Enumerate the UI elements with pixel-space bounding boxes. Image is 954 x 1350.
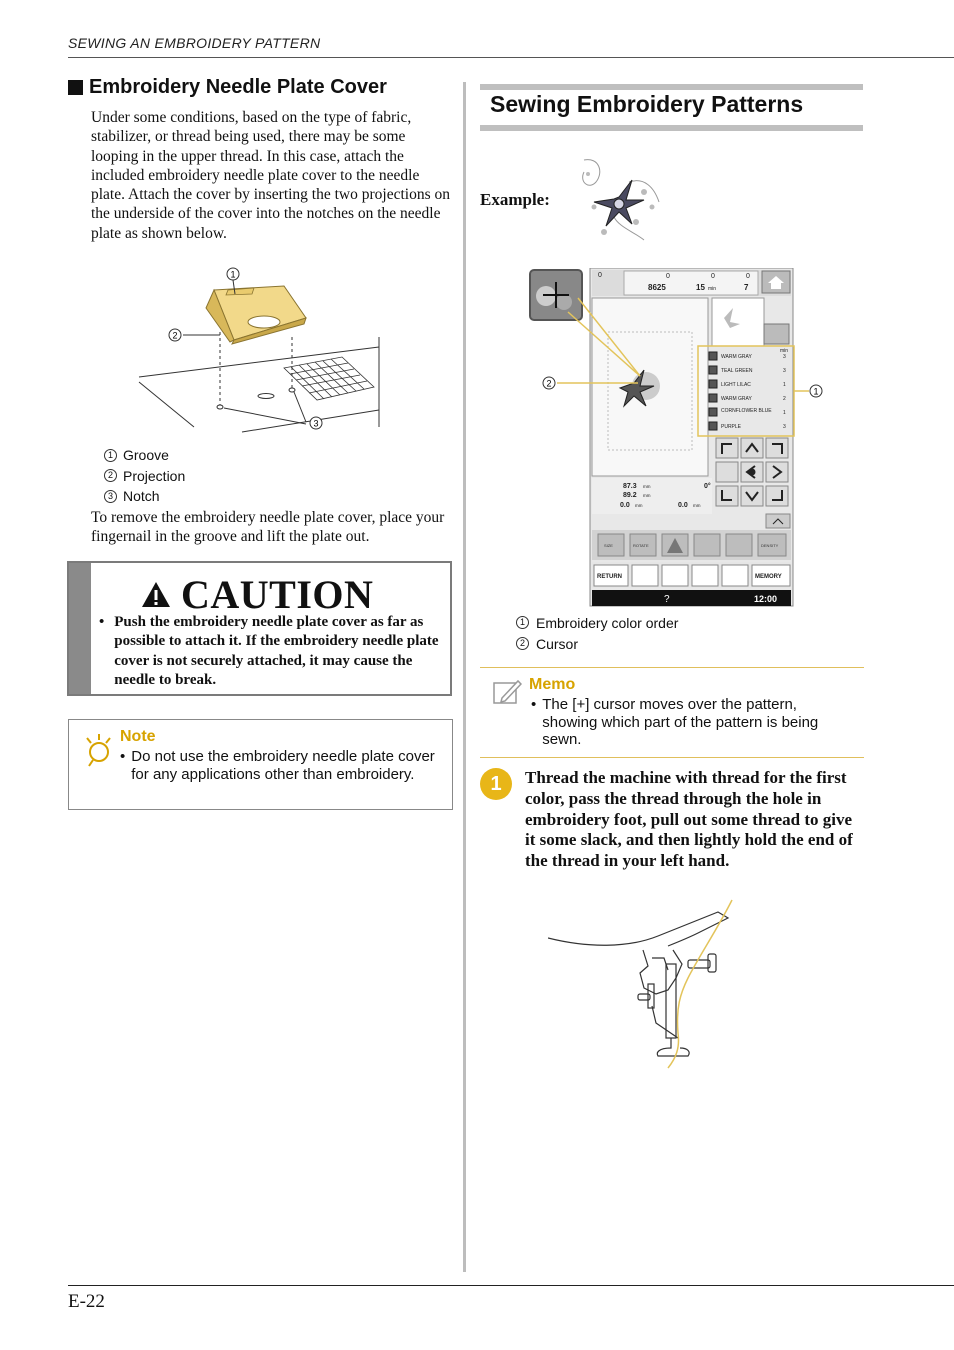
svg-text:2: 2	[783, 396, 786, 402]
threading-illustration	[548, 898, 748, 1070]
svg-text:1: 1	[783, 382, 786, 388]
screen-labels	[516, 612, 678, 654]
caution-box	[67, 561, 452, 696]
svg-text:DENSITY: DENSITY	[761, 543, 779, 548]
note-title: Note	[120, 728, 156, 745]
callout-1: 1	[230, 269, 236, 280]
svg-text:SIZE: SIZE	[604, 543, 613, 548]
label-item: 1 Embroidery color order	[516, 612, 678, 633]
caution-side-bar	[69, 563, 91, 694]
example-label: Example:	[480, 190, 550, 209]
top-rule	[68, 57, 954, 58]
svg-text:3: 3	[783, 368, 786, 374]
running-head: SEWING AN EMBROIDERY PATTERN	[68, 35, 321, 51]
lightbulb-icon	[83, 732, 113, 770]
warning-triangle-icon	[141, 581, 171, 608]
svg-text:0°: 0°	[704, 483, 711, 490]
section-heading-text: Embroidery Needle Plate Cover	[89, 76, 387, 98]
svg-text:mm: mm	[643, 493, 651, 498]
svg-text:WARM GRAY: WARM GRAY	[721, 354, 752, 360]
memory-button-label: MEMORY	[755, 574, 782, 580]
intro-paragraph: Under some conditions, based on the type of fabric, stabilizer, or thread being used, there may be some looping in the upper thread. In this case, attach the included embroidery needle plate cover to the needle plate. Attach the cover by inserting the two projections on the underside of the cover into the notches on the needle plate as shown below.	[91, 109, 450, 242]
svg-text:1: 1	[783, 410, 786, 416]
page-number: E-22	[68, 1291, 105, 1312]
embroidery-pattern-thumbnail	[574, 152, 666, 244]
step-text: Thread the machine with thread for the first color, pass the thread through the hole in embroidery foot, pull out some thread to give it some slack, and then lightly hold the end of the thread in your left hand.	[525, 768, 853, 871]
svg-text:87.3: 87.3	[623, 483, 637, 490]
total-colors: 7	[744, 283, 749, 292]
svg-text:LIGHT LILAC: LIGHT LILAC	[721, 382, 751, 388]
svg-text:0: 0	[598, 272, 602, 279]
square-bullet-icon	[68, 80, 83, 95]
remove-paragraph: To remove the embroidery needle plate cover, place your fingernail in the groove and lift the plate out.	[91, 509, 445, 546]
callout-color-order: 1	[813, 386, 819, 397]
figure-labels	[104, 445, 185, 507]
note-text: • Do not use the embroidery needle plate cover for any applications other than embroidery.	[120, 748, 435, 783]
memo-title: Memo	[529, 676, 576, 693]
memo-box	[480, 667, 864, 758]
svg-text:WARM GRAY: WARM GRAY	[721, 396, 752, 402]
caution-title: CAUTION	[141, 571, 373, 618]
caution-text: • Push the embroidery needle plate cover as far as possible to attach it. If the embroidery needle plate cover is not securely attached, it may cause the needle to break.	[99, 614, 439, 688]
svg-text:CORNFLOWER BLUE: CORNFLOWER BLUE	[721, 408, 772, 414]
svg-text:min: min	[708, 286, 717, 292]
svg-text:0: 0	[666, 273, 670, 280]
svg-text:min: min	[780, 348, 789, 354]
column-divider	[463, 82, 466, 1272]
needle-plate-figure	[134, 262, 384, 437]
screen-clock: 12:00	[754, 594, 778, 604]
label-item: 2 Cursor	[516, 633, 678, 654]
label-item: 2 Projection	[104, 466, 185, 487]
svg-text:0.0: 0.0	[620, 502, 630, 509]
right-section-heading	[480, 84, 863, 131]
svg-text:0: 0	[711, 273, 715, 280]
memo-pencil-icon	[492, 678, 522, 706]
svg-text:89.2: 89.2	[623, 492, 637, 499]
memo-text: • The [+] cursor moves over the pattern, showing which part of the pattern is being sewn.	[531, 696, 819, 748]
callout-2: 2	[172, 330, 178, 341]
svg-text:0: 0	[746, 273, 750, 280]
stitch-count: 8625	[648, 283, 666, 292]
right-heading-text: Sewing Embroidery Patterns	[490, 91, 804, 117]
note-box	[68, 719, 453, 810]
callout-cursor: 2	[546, 378, 552, 389]
help-glyph: ?	[664, 594, 670, 605]
svg-text:mm: mm	[643, 484, 651, 489]
svg-text:TEAL GREEN: TEAL GREEN	[721, 368, 753, 374]
callout-3: 3	[313, 418, 319, 429]
svg-text:ROTATE: ROTATE	[633, 543, 649, 548]
machine-screen	[528, 268, 828, 608]
svg-text:mm: mm	[635, 503, 643, 508]
section-heading	[68, 76, 387, 99]
label-item: 3 Notch	[104, 486, 185, 507]
sew-time: 15	[696, 283, 705, 292]
svg-text:PURPLE: PURPLE	[721, 424, 742, 430]
bottom-rule	[68, 1285, 954, 1286]
step-number-badge: 1	[480, 768, 512, 800]
svg-text:3: 3	[783, 354, 786, 360]
label-item: 1 Groove	[104, 445, 185, 466]
svg-text:3: 3	[783, 424, 786, 430]
return-button-label: RETURN	[597, 574, 622, 580]
svg-text:0.0: 0.0	[678, 502, 688, 509]
svg-text:mm: mm	[693, 503, 701, 508]
